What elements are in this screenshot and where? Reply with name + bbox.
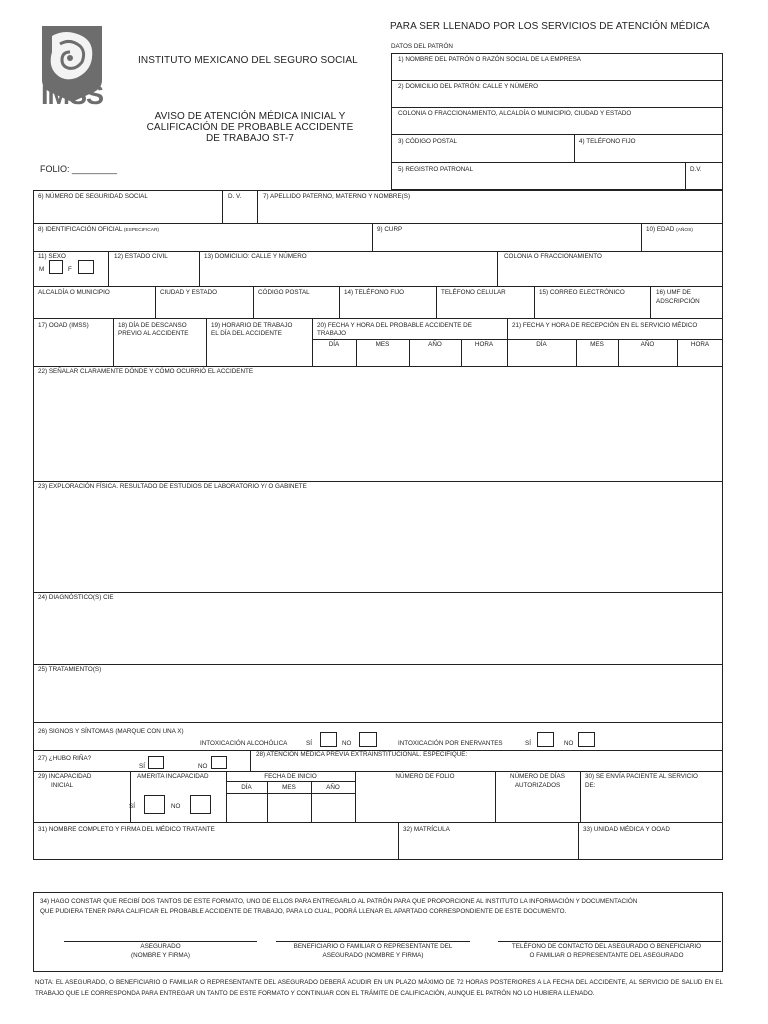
beneficiary-signature-line[interactable] [276, 941, 470, 942]
age-label: 10) EDAD [646, 226, 675, 233]
alcohol-si-checkbox[interactable] [320, 732, 337, 747]
accident-description-label: 22) SEÑALAR CLARAMENTE DÓNDE Y CÓMO OCURRIÓ EL ACCIDENTE [38, 368, 254, 375]
insured-label-line2: (NOMBRE Y FIRMA) [131, 952, 190, 959]
worker-dv-field[interactable]: D. V. [228, 193, 242, 200]
referral-label-line2: DE: [585, 782, 596, 789]
accident-day-field[interactable]: DÍA [328, 341, 340, 348]
disability-si-checkbox[interactable] [144, 795, 165, 814]
employer-phone-field[interactable]: 4) TELÉFONO FIJO [579, 138, 636, 145]
worker-address-field[interactable]: 13) DOMICILIO: CALLE Y NÚMERO [204, 253, 307, 260]
worker-colonia-field[interactable]: COLONIA O FRACCIONAMIENTO [504, 253, 602, 260]
umf-label-line1: 16) UMF DE [656, 289, 691, 296]
folio-field[interactable]: FOLIO: _________ [40, 164, 118, 174]
drugs-no-label: NO [564, 740, 574, 747]
sex-m-label: M [39, 266, 45, 273]
beneficiary-label-line1: BENEFICIARIO O FAMILIAR O REPRESENTANTE DEL [293, 943, 453, 950]
drugs-label: INTOXICACIÓN POR ENERVANTES [398, 740, 503, 747]
accident-datetime-label-line1: 20) FECHA Y HORA DEL PROBABLE ACCIDENTE DE [317, 322, 472, 329]
accident-hour-field[interactable]: HORA [474, 341, 494, 348]
diagnosis-label: 24) DIAGNÓSTICO(S) CIE [38, 594, 114, 601]
physician-id-field[interactable]: 32) MATRÍCULA [403, 826, 450, 833]
beneficiary-label-line2: ASEGURADO (NOMBRE Y FIRMA) [322, 952, 424, 959]
fight-no-checkbox[interactable] [211, 756, 227, 769]
municipality-field[interactable]: ALCALDÍA O MUNICIPIO [38, 289, 110, 296]
reception-month-field[interactable]: MES [590, 341, 604, 348]
disability-no-label: NO [171, 803, 181, 810]
sex-f-checkbox[interactable] [78, 260, 94, 274]
employer-registry-field[interactable]: 5) REGISTRO PATRONAL [398, 166, 473, 173]
treatment-area[interactable] [33, 664, 723, 723]
city-state-field[interactable]: CIUDAD Y ESTADO [160, 289, 218, 296]
ssn-field[interactable]: 6) NÚMERO DE SEGURIDAD SOCIAL [38, 193, 148, 200]
signs-label: 26) SIGNOS Y SÍNTOMAS (MARQUE CON UNA X) [38, 728, 184, 735]
treatment-label: 25) TRATAMIENTO(S) [38, 666, 102, 673]
institute-name: INSTITUTO MEXICANO DEL SEGURO SOCIAL [138, 55, 358, 66]
worker-email-field[interactable]: 15) CORREO ELECTRÓNICO [539, 289, 625, 296]
schedule-label-line2: EL DÍA DEL ACCIDENTE [211, 330, 282, 337]
start-date-label: FECHA DE INICIO [264, 773, 317, 780]
alcohol-no-label: NO [342, 740, 352, 747]
contact-phone-line[interactable] [498, 941, 721, 942]
form-title-line1: AVISO DE ATENCIÓN MÉDICA INICIAL Y [154, 111, 346, 122]
worker-name-field[interactable]: 7) APELLIDO PATERNO, MATERNO Y NOMBRE(S) [263, 193, 411, 200]
disability-no-checkbox[interactable] [190, 795, 211, 814]
umf-label-line2: ADSCRIPCIÓN [656, 298, 700, 305]
imss-logo-text: IMSS [40, 80, 103, 110]
services-title: PARA SER LLENADO POR LOS SERVICIOS DE ATENCIÓN MÉDICA [390, 21, 710, 32]
worker-phone-field[interactable]: 14) TELÉFONO FIJO [344, 289, 405, 296]
form-title-line3: DE TRABAJO ST-7 [205, 133, 294, 144]
declaration-line1: 34) HAGO CONSTAR QUE RECIBÍ DOS TANTOS DE ESTE FORMATO, UNO DE ELLOS PARA ENTREGARLO AL PATRÓN PARA QUE PROPORCIONE AL INSTITUTO LA INFORMACIÓN Y DOCUMENTACIÓN [40, 898, 638, 905]
fight-si-label: SÍ [139, 763, 145, 770]
sex-m-checkbox[interactable] [49, 260, 63, 274]
alcohol-no-checkbox[interactable] [359, 732, 377, 747]
curp-field[interactable]: 9) CURP [377, 226, 403, 233]
employer-colonia-field[interactable]: COLONIA O FRACCIONAMIENTO, ALCALDÍA O MUNICIPIO, CIUDAD Y ESTADO [398, 110, 632, 117]
employer-address-field[interactable]: 2) DOMICILIO DEL PATRÓN: CALLE Y NÚMERO [398, 83, 538, 90]
accident-month-field[interactable]: MES [375, 341, 390, 348]
employer-postal-code-field[interactable]: 3) CÓDIGO POSTAL [398, 138, 458, 145]
sex-f-label: F [68, 266, 72, 273]
rest-day-label-line2: PREVIO AL ACCIDENTE [118, 330, 189, 337]
disability-si-label: SÍ [129, 803, 135, 810]
ooad-field[interactable]: 17) OOAD (IMSS) [38, 322, 89, 329]
alcohol-si-label: SÍ [306, 740, 312, 747]
age-note: (AÑOS) [676, 228, 693, 233]
medical-unit-field[interactable]: 33) UNIDAD MÉDICA Y OOAD [583, 826, 670, 833]
official-id-label: 8) IDENTIFICACIÓN OFICIAL [38, 226, 123, 233]
age-field[interactable] [646, 226, 693, 235]
footer-note: NOTA: EL ASEGURADO, O BENEFICIARIO O FAMILIAR O REPRESENTANTE DEL ASEGURADO DEBERÁ ACUDIR EN UN PLAZO MÁXIMO DE 72 HORAS POSTERIORES A LA FECHA DEL ACCIDENTE, AL SERVICIO DE SALUD EN EL TRABAJO QUE LE CORRESPONDA PARA ENTREGAR UN TANTO DE ESTE FORMATO Y CONTINUAR CON EL TRÁMITE DE CALIFICACIÓN, AUNQUE EL PATRÓN NO LO HUBIERA LLENADO. [35, 979, 723, 997]
drugs-si-label: SÍ [525, 740, 531, 747]
rest-day-label-line1: 18) DÍA DE DESCANSO [118, 322, 187, 329]
official-id-note: (ESPECIFICAR) [123, 228, 160, 233]
accident-description-area[interactable] [33, 366, 723, 482]
form-title-line2: CALIFICACIÓN DE PROBABLE ACCIDENTE [146, 122, 354, 133]
reception-day-field[interactable]: DÍA [536, 341, 547, 348]
employer-name-field[interactable]: 1) NOMBRE DEL PATRÓN O RAZÓN SOCIAL DE LA EMPRESA [398, 56, 581, 63]
marital-status-field[interactable]: 12) ESTADO CIVIL [114, 253, 168, 260]
alcohol-label: INTOXICACIÓN ALCOHÓLICA [200, 740, 288, 747]
employer-dv-field[interactable]: D.V. [690, 166, 702, 173]
start-month-field[interactable]: MES [282, 784, 296, 791]
prior-care-field[interactable]: 28) ATENCIÓN MÉDICA PREVIA EXTRAINSTITUCIONAL. ESPECIFIQUE: [256, 751, 468, 758]
referral-label-line1: 30) SE ENVÍA PACIENTE AL SERVICIO [585, 773, 698, 780]
insured-label-line1: ASEGURADO [140, 943, 181, 950]
insured-signature-line[interactable] [64, 941, 257, 942]
contact-phone-label-line1: TELÉFONO DE CONTACTO DEL ASEGURADO O BENEFICIARIO [511, 943, 702, 950]
worker-postal-code-field[interactable]: CÓDIGO POSTAL [258, 289, 310, 296]
folio-number-field[interactable]: NÚMERO DE FOLIO [395, 773, 455, 780]
reception-datetime-label: 21) FECHA Y HORA DE RECEPCIÓN EN EL SERVICIO MÉDICO [512, 322, 698, 329]
declaration-line2: QUE PUDIERA TENER PARA CALIFICAR EL PROBABLE ACCIDENTE DE TRABAJO, PARA LO CUAL, PODRÁ LLENAR EL APARTADO CORRESPONDIENTE DE ESTE DOCUMENTO. [40, 908, 567, 915]
physician-signature-field[interactable]: 31) NOMBRE COMPLETO Y FIRMA DEL MÉDICO TRATANTE [38, 826, 215, 833]
authorized-days-label-line1: NÚMERO DE DÍAS [510, 773, 565, 780]
drugs-si-checkbox[interactable] [537, 732, 554, 747]
disability-label-line2: INICIAL [51, 782, 74, 789]
signs-section [33, 722, 723, 751]
reception-hour-field[interactable]: HORA [690, 341, 710, 348]
start-year-field[interactable]: AÑO [326, 784, 340, 791]
accident-datetime-label-line2: TRABAJO [317, 330, 347, 337]
disability-label-line1: 29) INCAPACIDAD [38, 773, 92, 780]
fight-si-checkbox[interactable] [148, 756, 164, 769]
fight-no-label: NO [198, 763, 208, 770]
start-day-field[interactable]: DÍA [241, 784, 252, 791]
sex-label: 11) SEXO [38, 253, 66, 260]
authorized-days-label-line2: AUTORIZADOS [514, 782, 561, 789]
merits-disability-label: AMERITA INCAPACIDAD [137, 773, 209, 780]
schedule-label-line1: 19) HORARIO DE TRABAJO [211, 322, 293, 329]
reception-year-field[interactable]: AÑO [640, 341, 655, 348]
diagnosis-area[interactable] [33, 592, 723, 665]
physical-exam-area[interactable] [33, 481, 723, 593]
worker-cellphone-field[interactable]: TELÉFONO CELULAR [441, 289, 506, 296]
employer-data-label: DATOS DEL PATRÓN [391, 43, 453, 50]
physical-exam-label: 23) EXPLORACIÓN FÍSICA. RESULTADO DE ESTUDIOS DE LABORATORIO Y/ O GABINETE [38, 483, 307, 490]
official-id-field[interactable] [38, 226, 159, 235]
fight-label: 27) ¿HUBO RIÑA? [38, 755, 92, 762]
accident-year-field[interactable]: AÑO [428, 341, 442, 348]
drugs-no-checkbox[interactable] [578, 732, 595, 747]
contact-phone-label-line2: O FAMILIAR O REPRESENTANTE DEL ASEGURADO [529, 952, 684, 959]
